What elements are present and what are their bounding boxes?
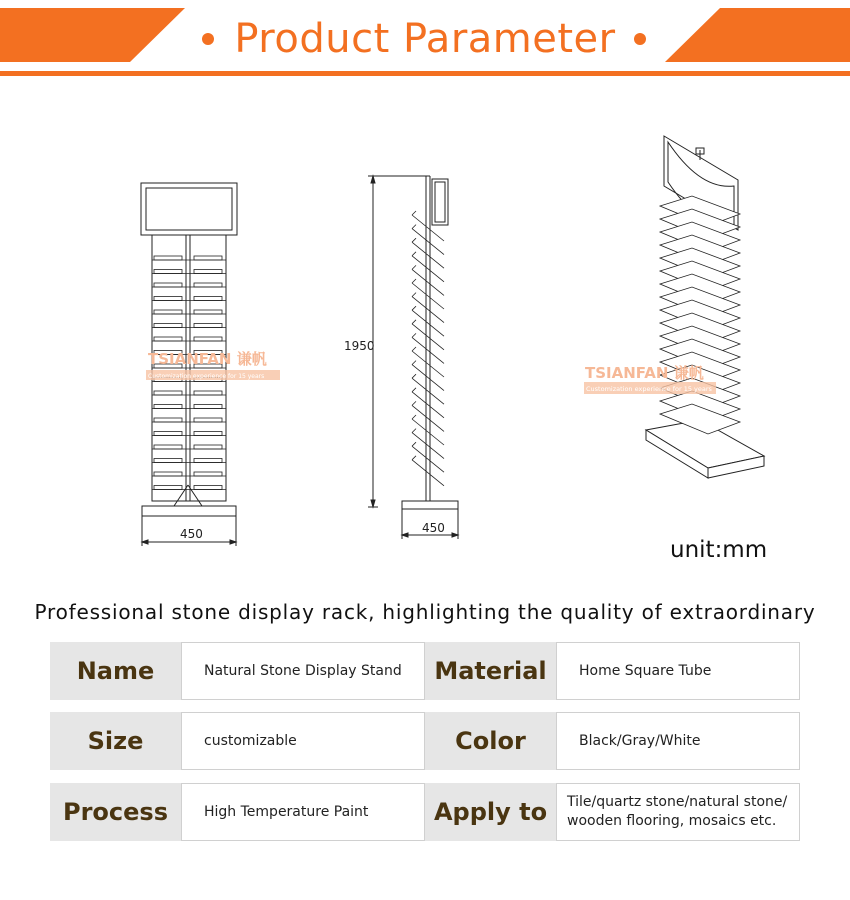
side-arm [412,242,444,268]
material-value: Home Square Tube [556,642,800,700]
side-arm [412,446,444,472]
process-label: Process [50,783,181,841]
side-arm-tip [412,347,416,351]
side-arm-tip [412,401,416,405]
side-arm-tip [412,293,416,297]
side-arm-tip [412,374,416,378]
front-slot [194,297,222,301]
process-value: High Temperature Paint [181,783,425,841]
front-slot [154,283,182,287]
side-arm [412,365,444,391]
header-banner [0,0,850,80]
side-arm-tip [412,225,416,229]
front-base [142,506,236,516]
front-slot [194,391,222,395]
front-slot [154,337,182,341]
table-row [50,712,800,772]
side-arm-tip [412,361,416,365]
color-label: Color [425,712,556,770]
side-arm-tip [412,429,416,433]
side-arm-tip [412,442,416,446]
side-arm [412,337,444,363]
side-base [402,501,458,509]
product-subtitle: Professional stone display rack, highlighting the quality of extraordinary [34,600,816,624]
apply-to-label: Apply to [425,783,556,841]
color-value: Black/Gray/White [556,712,800,770]
side-arm [412,324,444,350]
front-slot [194,270,222,274]
front-slot [154,310,182,314]
front-slot [194,310,222,314]
front-slot [154,432,182,436]
front-slot [194,418,222,422]
side-arm-tip [412,265,416,269]
front-watermark: TSIANFAN 谦帆 [148,350,267,368]
front-header-board [141,183,237,235]
side-arm [412,229,444,255]
front-slot [154,472,182,476]
perspective-drawing [580,130,780,490]
table-row [50,783,800,843]
front-slot [194,432,222,436]
table-row [50,642,800,702]
page-title: Product Parameter [234,16,616,62]
side-arm [412,283,444,309]
apply-to-value: Tile/quartz stone/natural stone/ wooden flooring, mosaics etc. [556,783,800,841]
side-arm-tip [412,252,416,256]
front-slot [194,337,222,341]
front-slot [154,256,182,260]
side-arm [412,405,444,431]
header-dot-right [634,33,646,45]
size-value: customizable [181,712,425,770]
side-arm [412,310,444,336]
name-label: Name [50,642,181,700]
front-view-drawing [130,170,267,550]
side-arm [412,351,444,377]
front-slot [154,445,182,449]
side-arm [412,378,444,404]
side-arm [412,433,444,459]
front-slot [194,324,222,328]
side-arm [412,392,444,418]
header-underline [0,71,850,76]
side-arm-tip [412,333,416,337]
front-slot [154,459,182,463]
side-arm-tip [412,306,416,310]
side-view-drawing [340,165,470,550]
front-slot [154,486,182,490]
front-slot [154,270,182,274]
front-slot [154,324,182,328]
front-slot [194,405,222,409]
size-label: Size [50,712,181,770]
front-slot [194,486,222,490]
side-arm-tip [412,415,416,419]
side-arm-tip [412,279,416,283]
perspective-watermark-sub: Customization experience for 15 years [586,385,712,393]
name-value: Natural Stone Display Stand [181,642,425,700]
front-slot [194,459,222,463]
side-header-board [432,179,448,225]
front-slot [194,256,222,260]
side-arm [412,215,444,241]
unit-label: unit:mm [670,537,768,563]
side-arm [412,256,444,282]
side-arm-tip [412,320,416,324]
front-slot [194,445,222,449]
side-arm [412,419,444,445]
front-slot [154,391,182,395]
side-height-label: 1950 [344,339,375,353]
side-arm [412,460,444,486]
side-arm-tip [412,238,416,242]
front-slot [154,297,182,301]
front-slot [154,418,182,422]
front-watermark-sub: Customization experience for 15 years [148,373,265,380]
side-arm [412,269,444,295]
front-slot [154,405,182,409]
side-arm [412,297,444,323]
front-slot [194,472,222,476]
side-arm-tip [412,456,416,460]
side-width-label: 450 [422,521,445,535]
front-slot [194,283,222,287]
perspective-watermark: TSIANFAN 谦帆 [585,364,704,382]
side-arm-tip [412,211,416,215]
front-width-label: 450 [180,527,203,541]
side-arm-tip [412,388,416,392]
material-label: Material [425,642,556,700]
